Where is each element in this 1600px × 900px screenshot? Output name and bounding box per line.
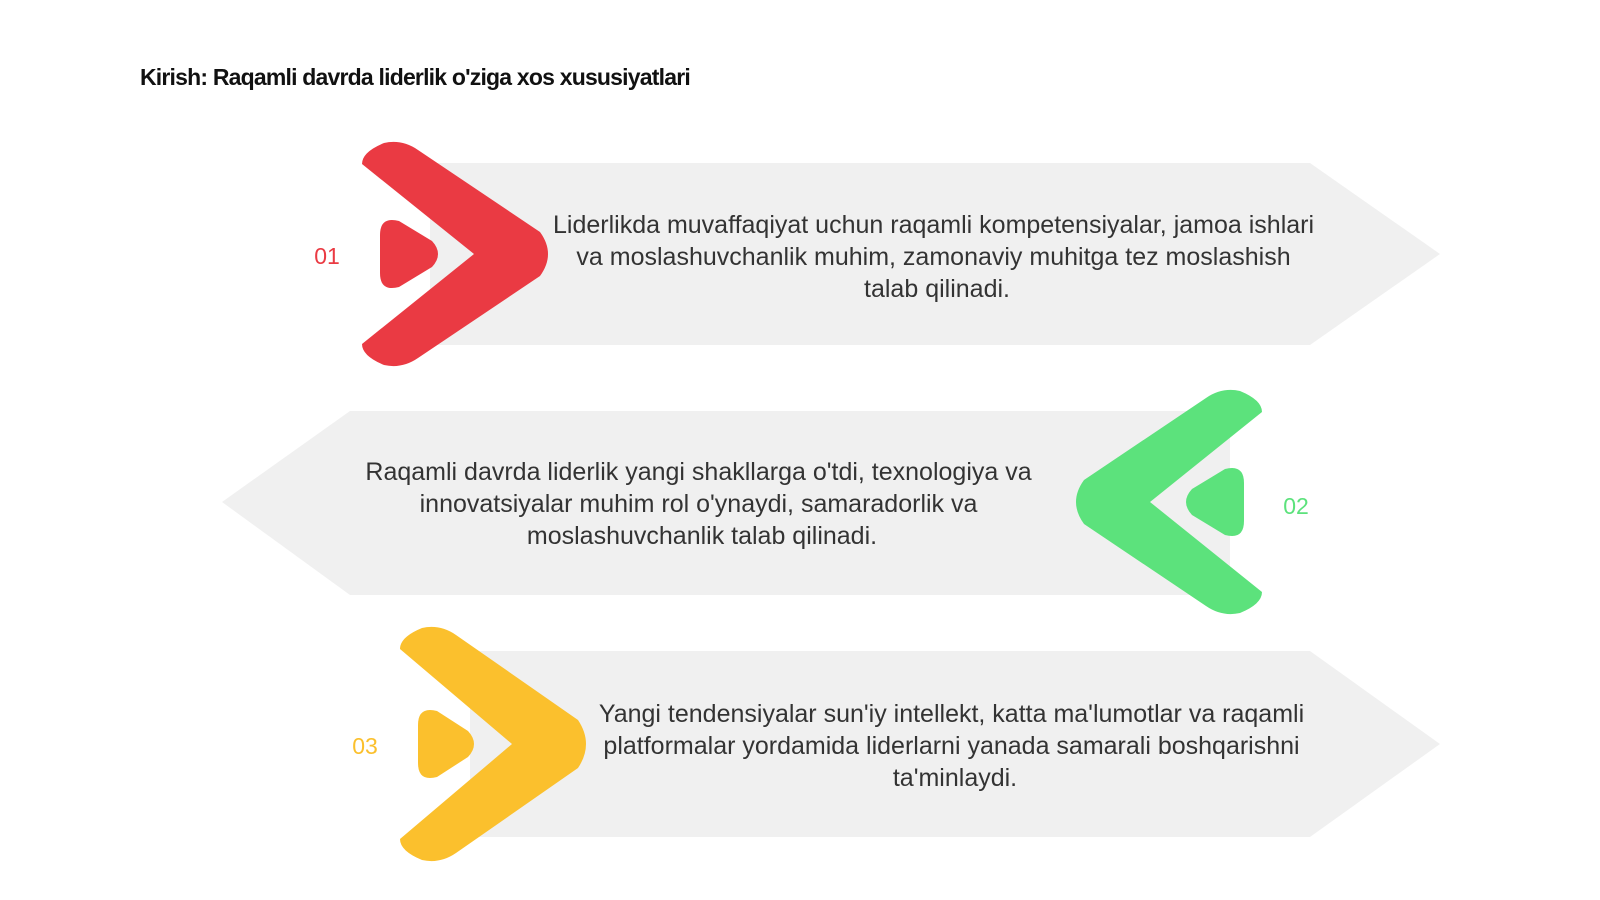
step-3 [352,627,1440,861]
step-2-line-2: innovatsiyalar muhim rol o'ynaydi, samaradorlik va [419,490,978,518]
step-2-number: 02 [1283,493,1309,519]
page-title: Kirish: Raqamli davrda liderlik o'ziga xos xususiyatlari [140,64,690,90]
step-3-line-3: ta'minlaydi. [892,764,1018,792]
step-3-line-2: platformalar yordamida liderlarni yanada samarali boshqarishni [603,732,1300,760]
step-3-line-1: Yangi tendensiyalar sun'iy intellekt, katta ma'lumotlar va raqamli [598,700,1305,728]
step-2-line-1: Raqamli davrda liderlik yangi shakllarga o'tdi, texnologiya va [365,458,1032,486]
step-1-play-icon [380,220,438,288]
step-1-line-2: va moslashuvchanlik muhim, zamonaviy muhitga tez moslashish [576,243,1291,271]
step-3-number: 03 [352,733,378,759]
step-3-play-icon [418,710,474,778]
step-1-line-3: talab qilinadi. [864,275,1010,303]
step-2 [222,390,1309,614]
step-1 [314,142,1440,366]
step-2-line-3: moslashuvchanlik talab qilinadi. [526,522,878,550]
step-1-number: 01 [314,243,340,269]
step-1-line-1: Liderlikda muvaffaqiyat uchun raqamli kompetensiyalar, jamoa ishlari [553,211,1315,239]
